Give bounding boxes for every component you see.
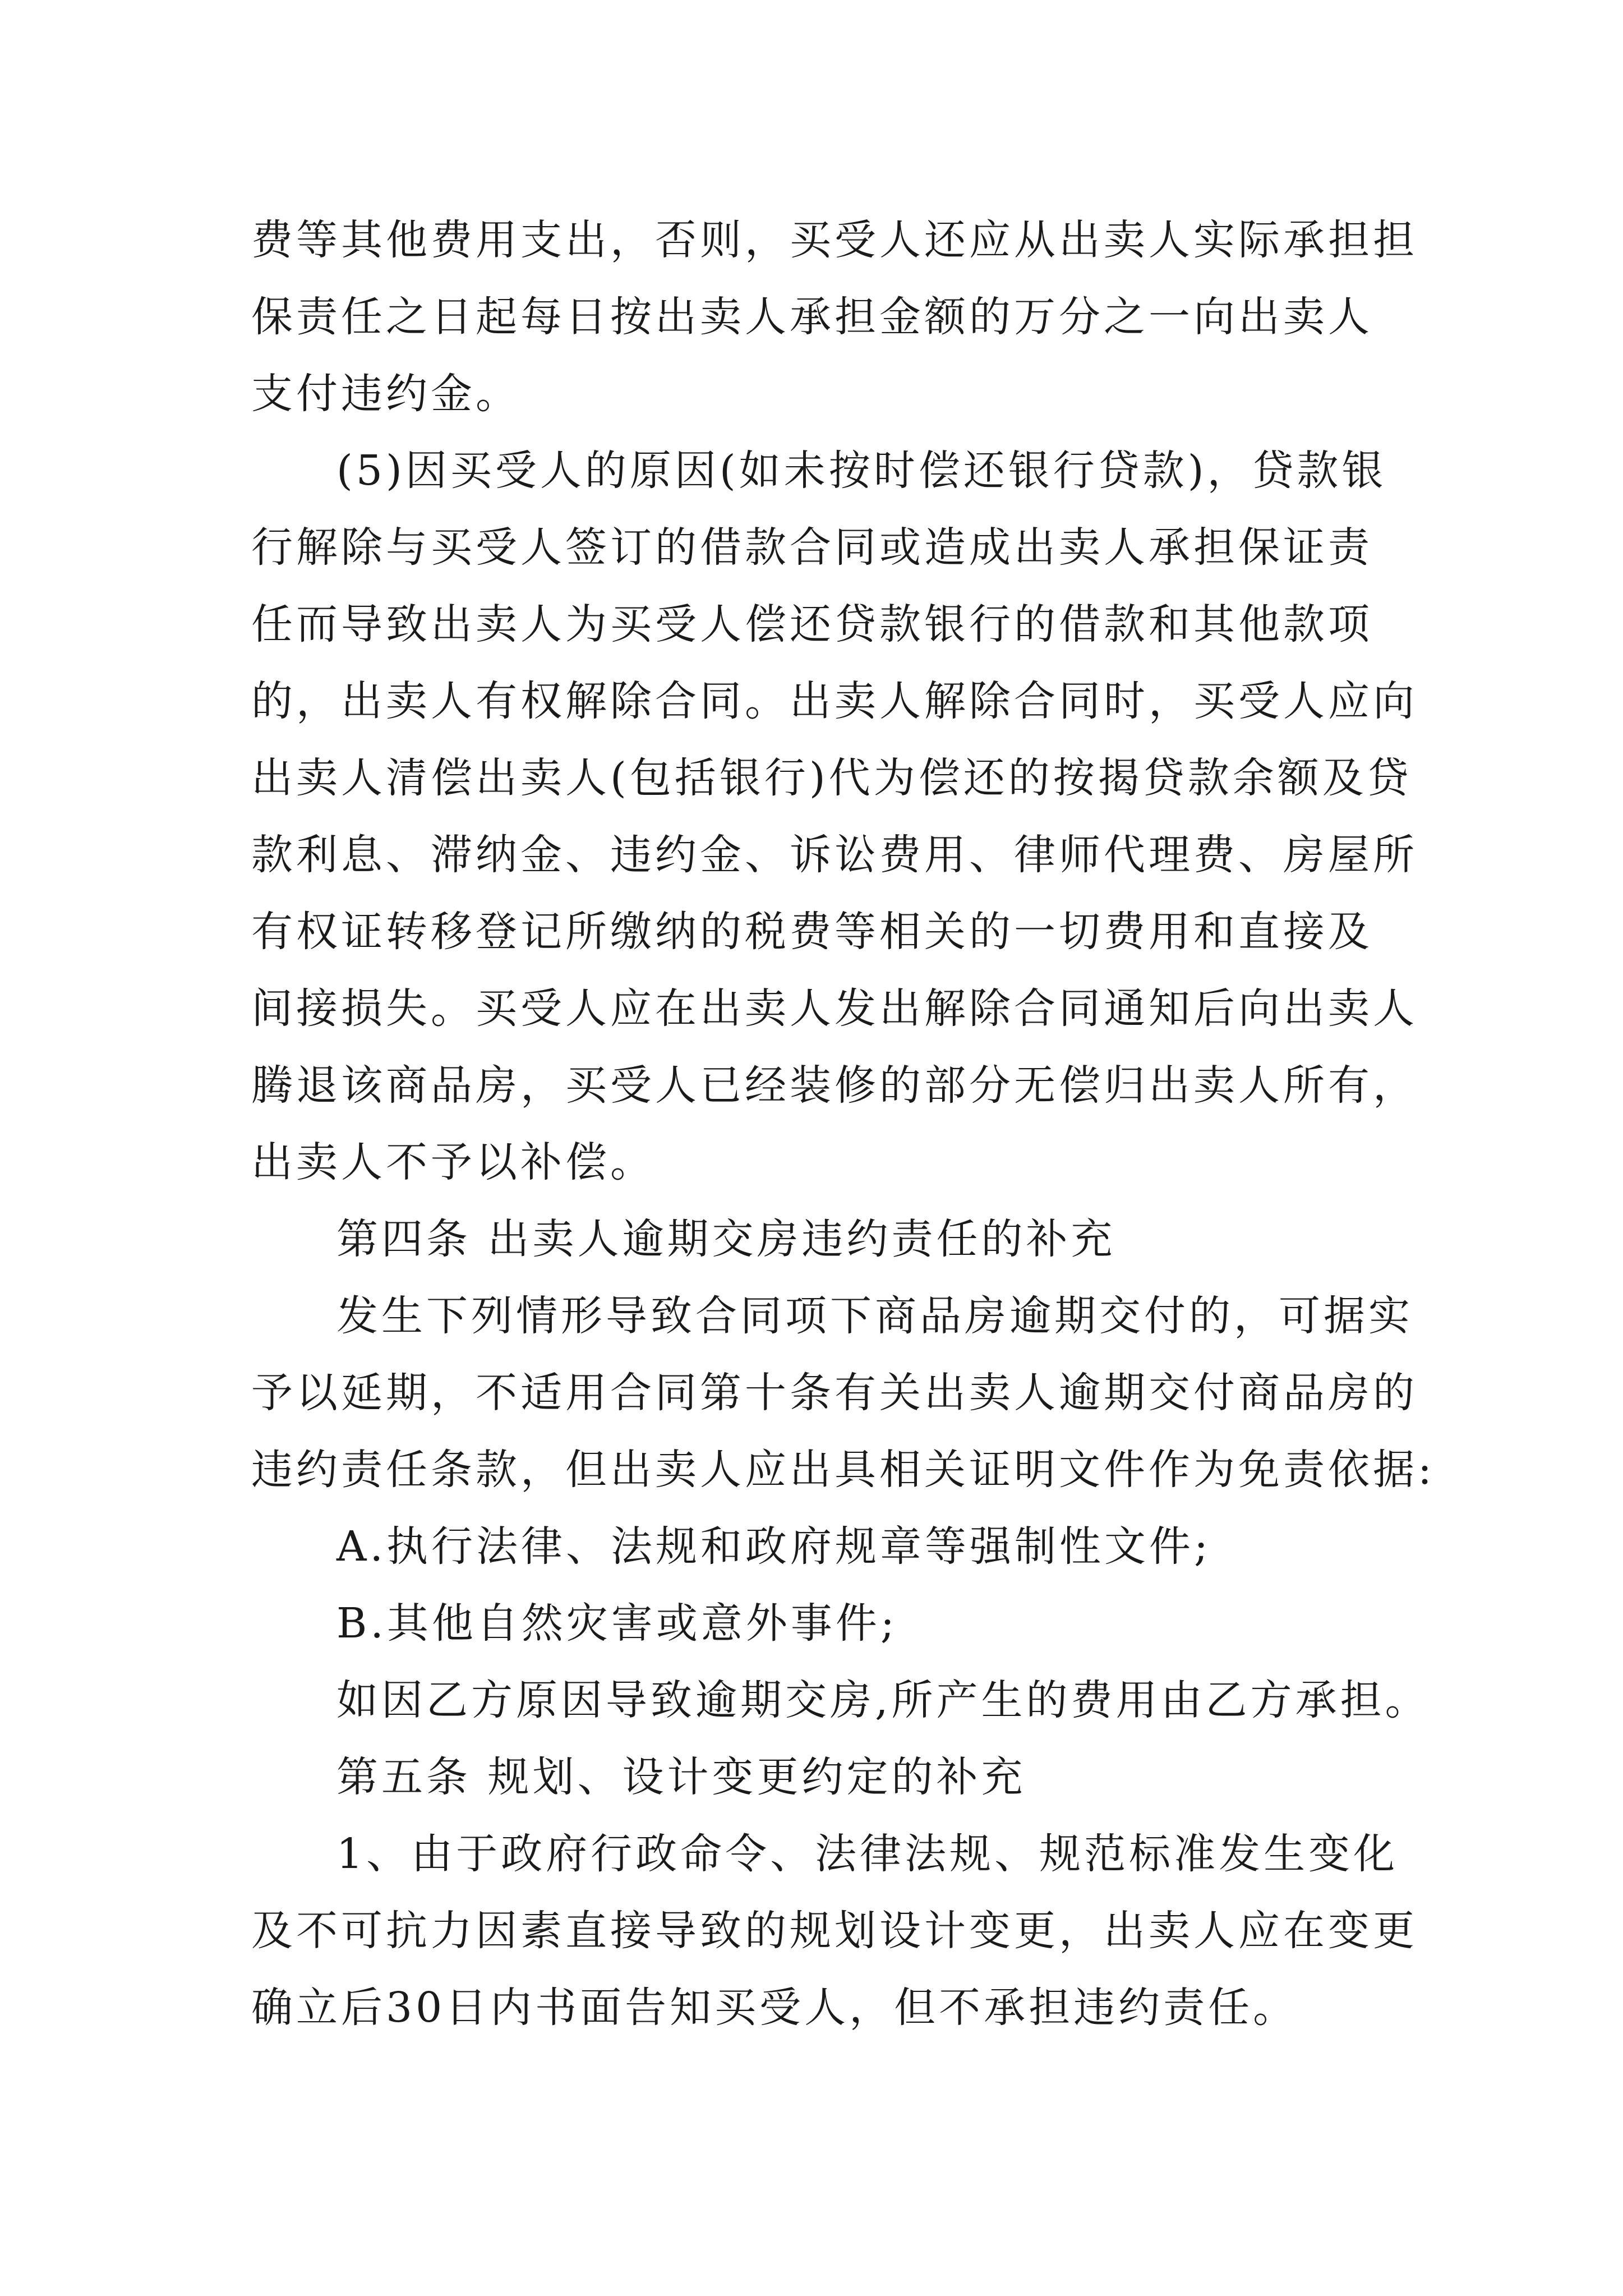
text-line-13: 出卖人不予以补偿。 (251, 1138, 655, 1186)
text-line-22: 1、由于政府行政命令、法律法规、规范标准发生变化 (336, 1830, 1399, 1878)
section-heading-article-4: 第四条 出卖人逾期交房违约责任的补充 (336, 1215, 1116, 1263)
text-line-2: 保责任之日起每日按出卖人承担金额的万分之一向出卖人 (251, 293, 1373, 341)
text-line-7: 的，出卖人有权解除合同。出卖人解除合同时，买受人应向 (251, 677, 1418, 725)
list-item-b: B.其他自然灾害或意外事件; (336, 1599, 898, 1648)
text-line-23: 及不可抗力因素直接导致的规划设计变更，出卖人应在变更 (251, 1907, 1418, 1955)
text-line-1: 费等其他费用支出，否则，买受人还应从出卖人实际承担担 (251, 216, 1418, 264)
text-line-20: 如因乙方原因导致逾期交房,所产生的费用由乙方承担。 (336, 1676, 1430, 1724)
list-item-a: A.执行法律、法规和政府规章等强制性文件; (336, 1522, 1211, 1571)
text-line-11: 间接损失。买受人应在出卖人发出解除合同通知后向出卖人 (251, 984, 1418, 1033)
text-line-8: 出卖人清偿出卖人(包括银行)代为偿还的按揭贷款余额及贷 (251, 754, 1412, 802)
text-line-17: 违约责任条款，但出卖人应出具相关证明文件作为免责依据: (251, 1446, 1435, 1494)
text-line-5: 行解除与买受人签订的借款合同或造成出卖人承担保证责 (251, 523, 1373, 572)
text-line-12: 腾退该商品房，买受人已经装修的部分无偿归出卖人所有， (251, 1061, 1418, 1110)
text-line-15: 发生下列情形导致合同项下商品房逾期交付的，可据实 (336, 1292, 1413, 1340)
section-heading-article-5: 第五条 规划、设计变更约定的补充 (336, 1753, 1026, 1801)
text-line-16: 予以延期，不适用合同第十条有关出卖人逾期交付商品房的 (251, 1369, 1418, 1417)
text-line-6: 任而导致出卖人为买受人偿还贷款银行的借款和其他款项 (251, 600, 1373, 648)
text-line-24: 确立后30日内书面告知买受人，但不承担违约责任。 (251, 1984, 1298, 2032)
text-line-3: 支付违约金。 (251, 370, 520, 418)
text-line-9: 款利息、滞纳金、违约金、诉讼费用、律师代理费、房屋所 (251, 831, 1418, 879)
text-line-10: 有权证转移登记所缴纳的税费等相关的一切费用和直接及 (251, 908, 1373, 956)
text-line-4: (5)因买受人的原因(如未按时偿还银行贷款)，贷款银 (336, 447, 1387, 495)
contract-text-body (251, 202, 1435, 2046)
